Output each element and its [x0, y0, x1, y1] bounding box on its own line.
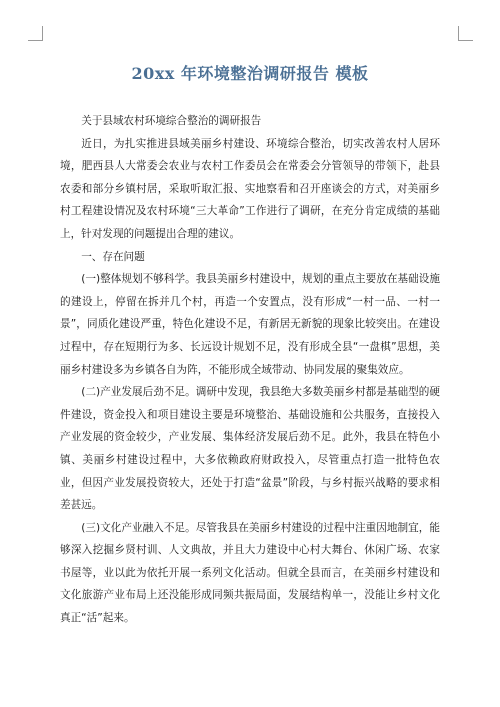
document-body — [60, 110, 440, 630]
page-title: 20xx 年环境整治调研报告 模板 — [131, 64, 369, 83]
crop-mark-top-left — [28, 26, 43, 41]
crop-mark-top-right — [458, 26, 473, 41]
intro-paragraph: 近日，为扎实推进县域美丽乡村建设、环境综合整治，切实改善农村人居环境，肥西县人大常委会农业与农村工作委员会在常委会分管领导的带领下，赴县农委和部分乡镇村居，采取听取汇报、实地察看和召开座谈会的方式，对美丽乡村工程建设情况及农村环境“三大革命”工作进行了调研，在充分肯定成绩的基础上，针对发现的问题提出合理的建议。 — [60, 137, 440, 240]
problem-paragraph-industry: (二)产业发展后劲不足。调研中发现，我县绝大多数美丽乡村都是基础型的硬件建设，资金投入和项目建设主要是环境整治、基础设施和公共服务，直接投入产业发展的资金较少，产业发展、集体经济发展后劲不足。此外，我县在特色小镇、美丽乡村建设过程中，大多依赖政府财政投入，尽管重点打造一批特色农业，但因产业发展投资较大，还处于打造“盆景”阶段，与乡村振兴战略的要求相差甚远。 — [60, 386, 440, 512]
section-heading-problems: 一、存在问题 — [81, 250, 145, 263]
document-subtitle: 关于县域农村环境综合整治的调研报告 — [81, 115, 262, 127]
problem-paragraph-planning: (一)整体规划不够科学。我县美丽乡村建设中，规划的重点主要放在基础设施的建设上，停留在拆并几个村，再造一个安置点，没有形成“一村一品、一村一景”，同质化建设严重，特色化建设不足，有新居无新貌的现象比较突出。在建设过程中，存在短期行为多、长远设计规划不足，没有形成全县“一盘棋”思想，美丽乡村建设多为乡镇各自为阵，不能形成全域带动、协同发展的聚集效应。 — [60, 273, 440, 376]
problem-paragraph-culture: (三)文化产业融入不足。尽管我县在美丽乡村建设的过程中注重因地制宜，能够深入挖掘乡贤村训、人文典故，并且大力建设中心村大舞台、休闲广场、农家书屋等，业以此为依托开展一系列文化活动。但就全县而言，在美丽乡村建设和文化旅游产业布局上还没能形成同频共振局面，发展结构单一，没能让乡村文化真正“活”起来。 — [60, 521, 440, 625]
